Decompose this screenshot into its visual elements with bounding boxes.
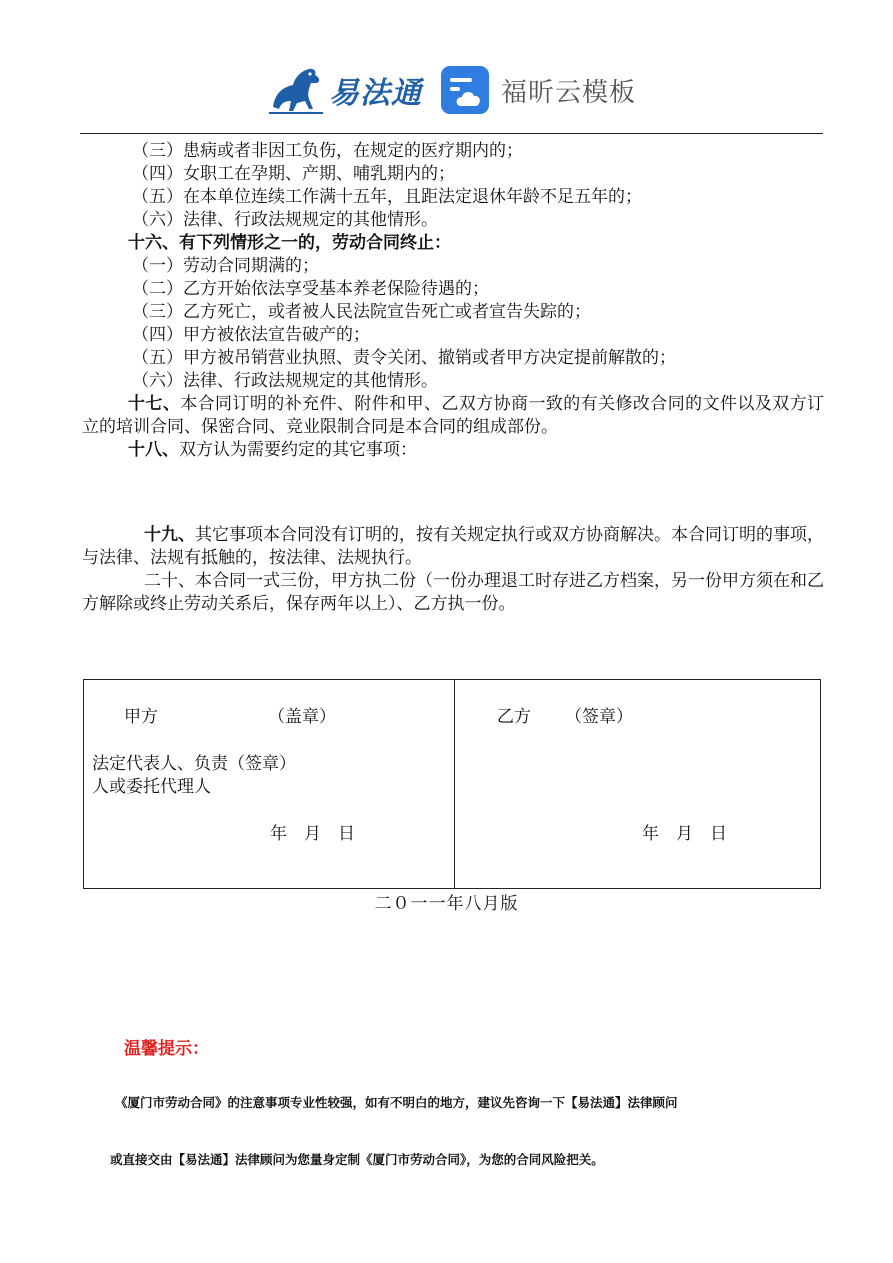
- clause-19-number: 十九、: [144, 525, 195, 545]
- clause-19-text: 其它事项本合同没有订明的，按有关规定执行或双方协商解决。本合同订明的事项，与法律、法规有抵触的，按法律、法规执行。: [82, 525, 824, 568]
- clause-17-number: 十七、: [128, 394, 181, 414]
- logo1-text: 易法通: [329, 76, 422, 111]
- yifatong-logo: [265, 60, 450, 120]
- party-b-date: 年 月 日: [642, 824, 727, 844]
- tips-line-1: 《厦门市劳动合同》的注意事项专业性较强，如有不明白的地方，建议先咨询一下【易法通】法律顾问: [115, 1095, 678, 1110]
- tips-title: 温馨提示：: [124, 1039, 209, 1059]
- clause-line: （三）患病或者非因工负伤，在规定的医疗期内的；: [132, 141, 523, 161]
- party-b-label: 乙方: [497, 707, 531, 727]
- tips-line-2: 或直接交由【易法通】法律顾问为您量身定制《厦门市劳动合同》，为您的合同风险把关。: [110, 1152, 604, 1167]
- fuxin-logo: [441, 64, 636, 116]
- clause-18: [82, 439, 824, 462]
- header-divider: [80, 133, 823, 134]
- clause-line: （五）在本单位连续工作满十五年，且距法定退休年龄不足五年的；: [132, 187, 642, 207]
- party-a-cell: [84, 680, 455, 889]
- clause-16-item: （四）甲方被依法宣告破产的；: [132, 325, 370, 345]
- clause-line: （六）法律、行政法规规定的其他情形。: [132, 210, 438, 230]
- clause-17-text: 本合同订明的补充件、附件和甲、乙双方协商一致的有关修改合同的文件以及双方订立的培训合同、保密合同、竞业限制合同是本合同的组成部份。: [82, 394, 825, 437]
- party-a-seal: （盖章）: [268, 707, 336, 727]
- horse-icon: [265, 63, 327, 117]
- clause-19: [82, 524, 824, 570]
- clause-16-item: （二）乙方开始依法享受基本养老保险待遇的；: [132, 279, 489, 299]
- party-b-seal: （签章）: [565, 707, 633, 727]
- representative-label: 法定代表人、负责（签章）: [92, 754, 296, 774]
- version-label: 二０一一年八月版: [374, 894, 519, 914]
- logo2-text: 福昕云模板: [501, 77, 637, 108]
- signature-table: [83, 679, 821, 889]
- clause-20: 二十、本合同一式三份，甲方执二份（一份办理退工时存进乙方档案，另一份甲方须在和乙方解除或终止劳动关系后，保存两年以上）、乙方执一份。: [82, 571, 824, 614]
- clause-16-item: （三）乙方死亡，或者被人民法院宣告死亡或者宣告失踪的；: [132, 302, 591, 322]
- clause-16-item: （六）法律、行政法规规定的其他情形。: [132, 371, 438, 391]
- clause-16-item: （五）甲方被吊销营业执照、责令关闭、撤销或者甲方决定提前解散的；: [132, 348, 676, 368]
- contract-body: [82, 140, 824, 616]
- cloud-document-icon: [441, 66, 489, 114]
- page-header: [0, 0, 893, 135]
- clause-18-blank-space: [82, 462, 824, 524]
- clause-18-text: 双方认为需要约定的其它事项：: [179, 440, 417, 460]
- party-a-label: 甲方: [124, 707, 158, 727]
- clause-17: [82, 393, 824, 439]
- clause-line: （四）女职工在孕期、产期、哺乳期内的；: [132, 164, 455, 184]
- party-a-date: 年 月 日: [270, 824, 355, 844]
- party-b-cell: [455, 680, 821, 889]
- clause-16-title: 十六、有下列情形之一的，劳动合同终止：: [128, 233, 451, 253]
- clause-16-item: （一）劳动合同期满的；: [132, 256, 319, 276]
- representative-label-cont: 人或委托代理人: [92, 777, 211, 797]
- clause-18-number: 十八、: [128, 440, 179, 460]
